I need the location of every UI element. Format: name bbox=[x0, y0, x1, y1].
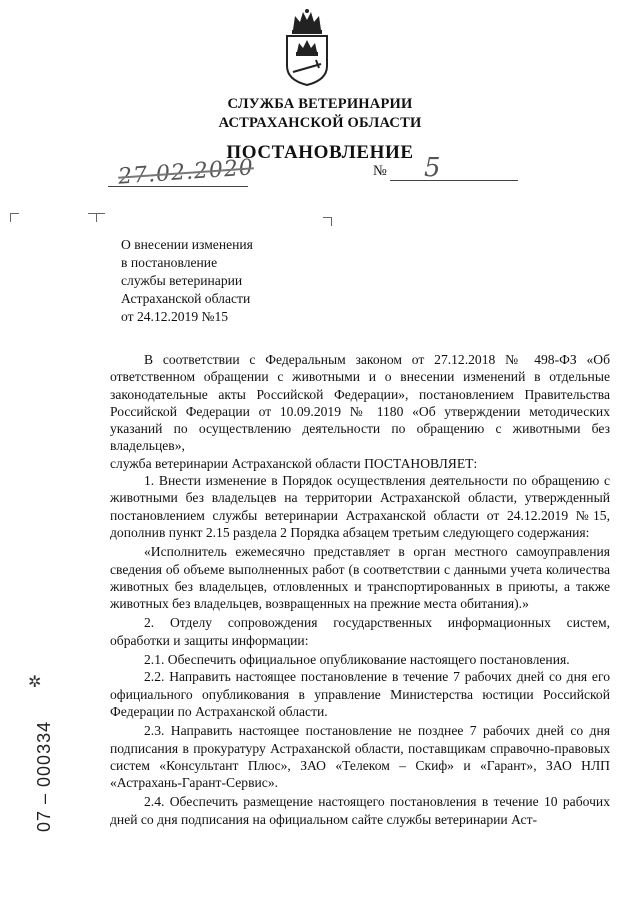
paragraph-2: 2. Отделу сопровождения государственных информационных систем, обработки и защиты информации: bbox=[110, 615, 610, 648]
handwritten-number: 5 bbox=[424, 153, 441, 183]
astrakhan-coat-of-arms-icon bbox=[283, 8, 331, 86]
agency-name: СЛУЖБА ВЕТЕРИНАРИИ АСТРАХАНСКОЙ ОБЛАСТИ bbox=[218, 96, 422, 131]
date-underline bbox=[108, 186, 248, 187]
number-label: № bbox=[373, 163, 387, 179]
corner-mark bbox=[96, 213, 105, 222]
document-subject: О внесении изменения в постановление службы ветеринарии Астраханской области от 24.12.2019 №15 bbox=[121, 237, 253, 324]
paragraph-2-4: 2.4. Обеспечить размещение настоящего постановления в течение 10 рабочих дней со дня подписания на официальном сайте службы ветеринарии Аст- bbox=[110, 794, 610, 827]
paragraph-2-1: 2.1. Обеспечить официальное опубликование настоящего постановления. bbox=[144, 652, 570, 668]
preamble-paragraph: В соответствии с Федеральным законом от 27.12.2018 № 498-ФЗ «Об ответственном обращении с животными и о внесении изменений в отдельные законодательные акты Российской Федерации», постановлением Правительства Российской Федерации от 10.09.2019 № 1180 «Об утверждении методических указаний по осуществлению деятельности по обращению с животными без владельцев», bbox=[110, 352, 610, 454]
corner-mark bbox=[10, 213, 19, 222]
corner-mark bbox=[323, 217, 332, 226]
resolves-line: служба ветеринарии Астраханской области ПОСТАНОВЛЯЕТ: bbox=[110, 455, 478, 471]
number-underline bbox=[390, 180, 518, 181]
paragraph-2-3: 2.3. Направить настоящее постановление не позднее 7 рабочих дней со дня подписания в прокуратуру Астраханской области, поставщикам справочно-правовых систем «Консультант Плюс», ЗАО «Телеком – Скиф» и «Гарант», ЗАО НЛП «Астрахань-Гарант-Сервис». bbox=[110, 723, 610, 791]
document-body bbox=[110, 351, 610, 828]
quoted-paragraph: «Исполнитель ежемесячно представляет в орган местного самоуправления сведения об объеме выполненных работ (в соответствии с данными учета количества животных без владельцев, отловленных и транспортированных в приюты, а также животных без владельцев, возвращенных на прежние места обитания).» bbox=[110, 544, 610, 612]
document-type: ПОСТАНОВЛЕНИЕ bbox=[226, 142, 414, 163]
handwritten-date: 27.02.2020 bbox=[117, 155, 255, 190]
registration-number: 07 – 000334 bbox=[34, 720, 54, 832]
margin-star-mark: ✲ bbox=[28, 674, 42, 691]
paragraph-1: 1. Внести изменение в Порядок осуществления деятельности по обращению с животными без владельцев на территории Астраханской области, утвержденный постановлением службы ветеринарии Астраханской области от 24.12.2019 №15, дополнив пункт 2.15 раздела 2 Порядка абзацем третьим следующего содержания: bbox=[110, 473, 610, 540]
paragraph-2-2: 2.2. Направить настоящее постановление в течение 7 рабочих дней со дня его официального опубликования в управление Министерства юстиции Российской Федерации по Астраханской области. bbox=[110, 669, 610, 719]
